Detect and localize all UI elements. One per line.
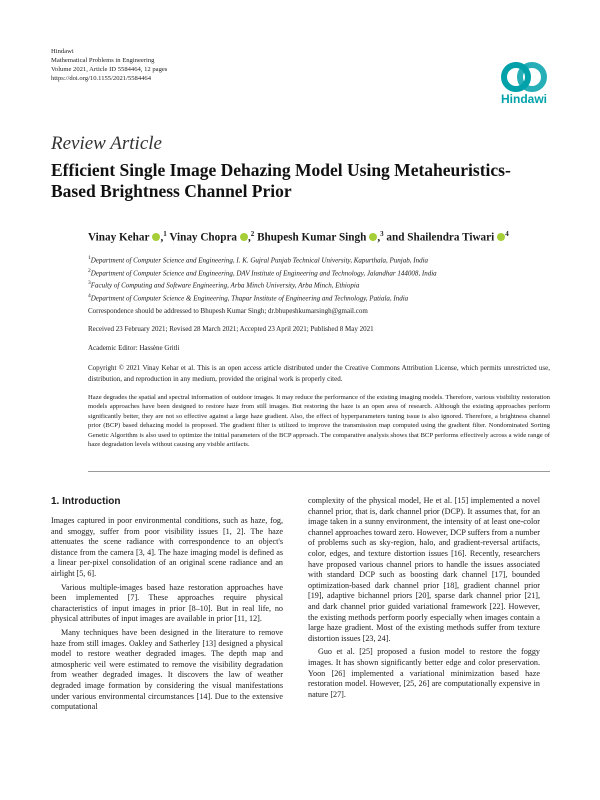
publisher-name: Hindawi [51, 48, 74, 55]
affiliation-item: $^1$Department of Computer Science and Engineering, I. K. Gujral Punjab Technical University, Kapurthala, Punjab, India [88, 255, 429, 265]
journal-header [51, 47, 311, 83]
section-heading: 1. Introduction [51, 496, 121, 507]
academic-editor: Academic Editor: Hassène Gritli [88, 344, 180, 352]
affiliation-item: $^2$Department of Computer Science and Engineering, DAV Institute of Engineering and Technology, Jalandhar 144008, India [88, 267, 437, 277]
correspondence-line: Correspondence should be addressed to Bhupesh Kumar Singh; dr.bhupeshkumarsingh@gmail.com [88, 307, 368, 315]
orcid-icon[interactable] [152, 233, 160, 241]
author-affiliation-mark: 2 [250, 230, 255, 238]
body-paragraph: complexity of the physical model, He et al. [15] implemented a novel channel prior, that is, dark channel prior (DCP). It assumes that, for an image taken in a sunny environment, the intensity of at least one-color channel approaches toward zero. However, DCP suffers from a number of problems such as sky-region, halo, and gradient-reversal artifacts, color, edges, and texture distortion issues [16]. Recently, researchers have proposed various channel priors to handle the issues associated with standard DCP such as boosting dark channel [17], bounded optimization-based dark channel prior [18], gradient channel prior [19], adaptive bichannel priors [20], sparse dark channel prior [21], and dark channel prior guided variational framework [22]. However, the existing methods perform poorly especially when images contain a large haze gradient. Most of the existing methods suffer from texture distortion issues [23, 24]. [308, 496, 540, 643]
author-name[interactable]: Vinay Chopra [169, 231, 237, 244]
body-column-left [51, 496, 283, 716]
orcid-icon[interactable] [497, 233, 505, 241]
affiliation-item: $^4$Department of Computer Science & Engineering, Thapar Institute of Engineering and Technology, Patiala, India [88, 292, 409, 302]
orcid-icon[interactable] [240, 233, 248, 241]
logo-wordmark: Hindawi [500, 92, 547, 106]
doi-link[interactable]: https://doi.org/10.1155/2021/5584464 [51, 75, 152, 82]
author-affiliation-mark: 1 [163, 230, 167, 238]
body-paragraph: Images captured in poor environmental conditions, such as haze, fog, and smoggy, suffer from poor visibility issues [1, 2]. The haze attenuates the scene radiance with correspondence to an object's distance from the camera [3, 4]. The haze imaging model is defined as a linear per-pixel consolidation of an original scene radiance and an airlight [5, 6]. [51, 516, 283, 578]
volume-line: Volume 2021, Article ID 5584464, 12 pages [51, 66, 168, 73]
body-paragraph: Guo et al. [25] proposed a fusion model to restore the foggy images. It has shown significantly better edge and color preservation. Yoon [26] implemented a variational minimization based haze restoration model. However, [25, 26] are computationally expensive in nature [27]. [308, 647, 540, 699]
body-paragraph: Many techniques have been designed in the literature to remove haze from still images. Oakley and Satherley [13] designed a physical model to restore weather degraded images. The depth map and atmospheric veil were estimated to remove the visibility degradation from weather degraded images. It discovers the law of weather degraded image formation by considering the visual manifestations under various environmental circumstances [14]. Due to the extensive computational [51, 627, 283, 712]
author-name[interactable]: Bhupesh Kumar Singh [257, 231, 367, 244]
orcid-icon[interactable] [369, 233, 377, 241]
abstract: Haze degrades the spatial and spectral information of outdoor images. It may reduce the performance of the existing imaging models. Therefore, various visibility restoration models approaches have been designed to restore haze from still images. But restoring the haze is an open area of research. Although the existing approaches perform significantly better, they are not so effective against a large haze gradient. Also, the effect of hyperparameters tuning issue is also ignored. Therefore, a brightness channel prior (BCP) based dehazing model is proposed. The gradient filter is utilized to improve the transmission map computed using the gradient filter. Nondominated Sorting Genetic Algorithm is also used to optimize the initial parameters of the BCP approach. The comparative analysis shows that BCP performs effectively across a wide range of haze degradation levels without causing any visible artifacts. [88, 394, 550, 449]
affiliation-list [88, 253, 558, 303]
copyright-notice: Copyright © 2021 Vinay Kehar et al. This is an open access article distributed under the Creative Commons Attribution License, which permits unrestricted use, distribution, and reproduction in any medium, provided the original work is properly cited. [88, 364, 550, 383]
body-paragraph: Various multiple-images based haze restoration approaches have been implemented [7]. These approaches require physical characteristics of input images in prior [8–10]. But in real life, no physical attributes of input images are available in prior [11, 12]. [51, 582, 283, 624]
page-title: Efficient Single Image Dehazing Model Using Metaheuristics-Based Brightness Channel Prior [51, 160, 511, 201]
author-name[interactable]: Shailendra Tiwari [407, 231, 495, 244]
abstract-divider [88, 471, 550, 472]
author-affiliation-mark: 4 [505, 230, 509, 238]
author-affiliation-mark: 3 [380, 230, 384, 238]
affiliation-item: $^3$Faculty of Computing and Software Engineering, Arba Minch University, Arba Minch, Ethiopia [88, 280, 360, 290]
body-column-right [308, 496, 540, 703]
dates-line: Received 23 February 2021; Revised 28 March 2021; Accepted 23 April 2021; Published 8 May 2021 [88, 325, 374, 333]
journal-name: Mathematical Problems in Engineering [51, 57, 155, 64]
author-list: Vinay Kehar ,$^1$ Vinay Chopra ,$^2$ Bhupesh Kumar Singh ,$^3$ and Shailendra Tiwari $^4$ [88, 230, 509, 244]
article-type: Review Article [51, 133, 162, 154]
author-name[interactable]: Vinay Kehar [88, 231, 150, 244]
